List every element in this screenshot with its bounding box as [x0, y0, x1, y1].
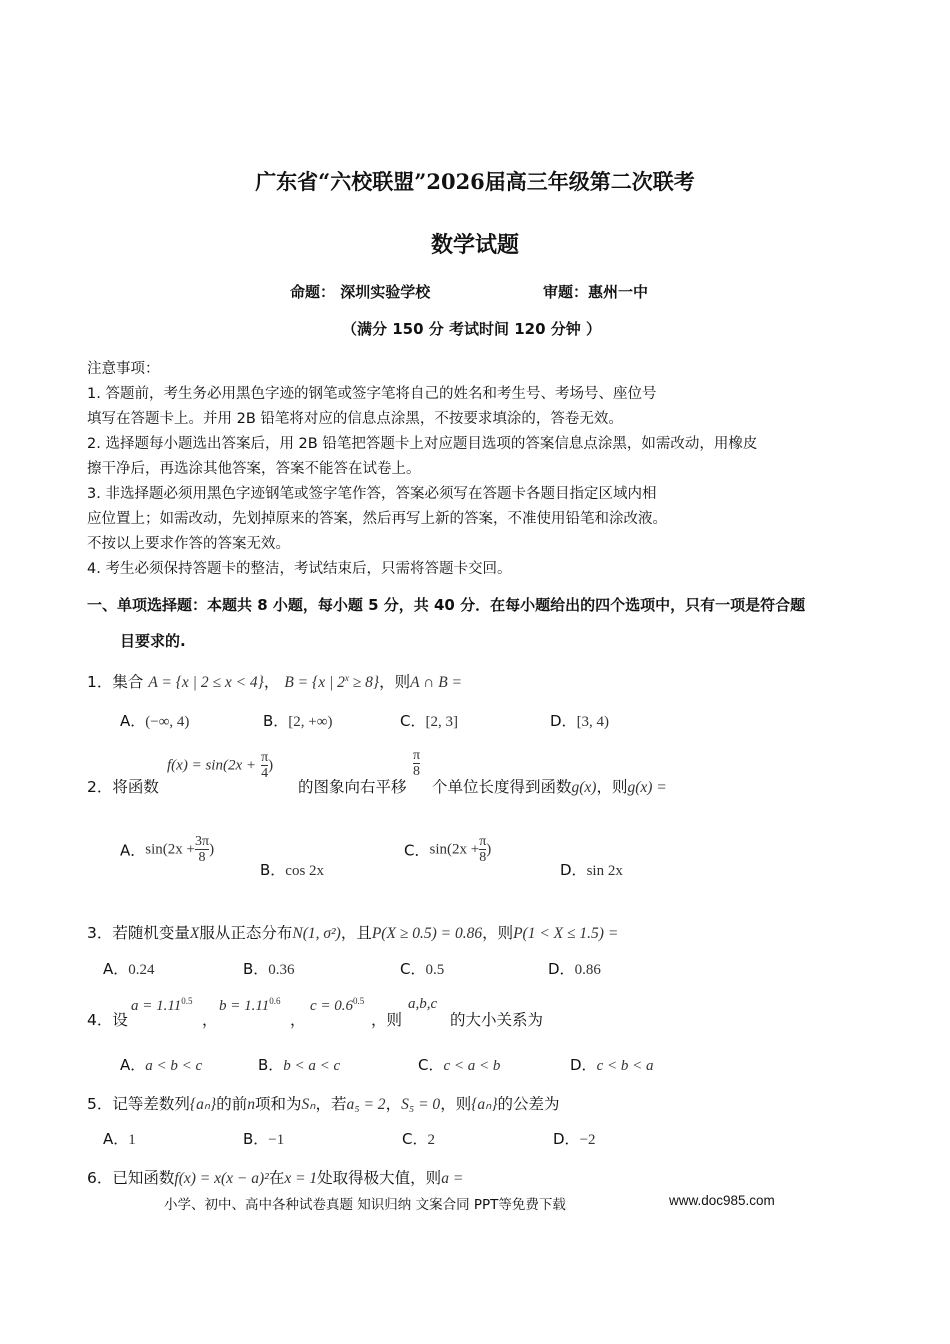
question-2-post: [432, 775, 667, 797]
option-a: [103, 1128, 136, 1149]
option-label: C．: [400, 960, 426, 978]
note-line: 3. 非选择题必须用黑色字迹钢笔或签字笔作答，答案必须写在答题卡各题目指定区域内相: [87, 486, 657, 502]
question-text: 设: [112, 1011, 128, 1029]
paren: ): [268, 757, 274, 774]
exam-title: 广东省“六校联盟”2026届高三年级第二次联考: [255, 169, 695, 194]
question-ask: P(1 < X ≤ 1.5) =: [513, 925, 619, 942]
option-value: 0.86: [574, 962, 601, 978]
question-text: 若随机变量: [112, 924, 190, 942]
punct: ，: [263, 673, 280, 691]
function-expr: f(x) = x(x − a)²: [174, 1170, 269, 1187]
question-number: 6．: [87, 1169, 113, 1187]
option-value: 0.24: [128, 962, 155, 978]
question-text: 集合: [112, 673, 144, 691]
note-line: 应位置上；如需改动，先划掉原来的答案，然后再写上新的答案，不准使用铅笔和涂改液。: [87, 511, 667, 527]
question-ask: g(x) =: [627, 779, 667, 796]
question-text: 的公差为: [497, 1095, 560, 1113]
option-a: [120, 834, 214, 866]
option-label: D．: [553, 1130, 580, 1148]
question-text: 在: [268, 1169, 285, 1187]
denominator: 8: [413, 764, 421, 780]
option-c: [400, 710, 458, 731]
question-text: 的大小关系为: [450, 1011, 544, 1029]
option-c: [402, 1128, 435, 1149]
footer-text: 小学、初中、高中各种试卷真题 知识归纳 文案合同 PPT等免费下载: [164, 1197, 566, 1213]
question-3: [87, 921, 618, 943]
exam-reviewer: 审题：惠州一中: [543, 283, 649, 301]
option-label: A．: [120, 712, 146, 730]
shift-fraction: [413, 748, 420, 780]
c-base: c = 0.6: [310, 998, 354, 1014]
option-label: D．: [560, 861, 587, 879]
option-label: B．: [260, 861, 286, 879]
option-b: [260, 859, 324, 880]
function-expr: f(x) = sin(2x +: [167, 757, 256, 774]
question-text: ，且: [340, 924, 372, 942]
set-b-exp: x: [344, 672, 349, 683]
question-text: ，则: [596, 778, 628, 796]
option-label: C．: [418, 1056, 444, 1074]
option-a: [103, 958, 155, 979]
question-text: 的前: [216, 1095, 248, 1113]
option-value: c < b < a: [596, 1058, 654, 1074]
footer-link[interactable]: www.doc985.com: [669, 1193, 775, 1208]
question-text: 项和为: [254, 1095, 302, 1113]
partial-sum: Sₙ: [301, 1096, 316, 1113]
numerator: π: [479, 834, 487, 849]
denominator: 8: [198, 850, 206, 866]
option-label: A．: [120, 1056, 146, 1074]
question-1: [87, 670, 462, 692]
question-text: 已知函数: [112, 1169, 175, 1187]
random-variable: X: [189, 925, 200, 942]
option-value: (−∞, 4): [145, 714, 190, 730]
question-ask: a =: [441, 1170, 464, 1187]
numerator: π: [413, 748, 421, 763]
set-b-rest: ≥ 8}: [348, 674, 380, 691]
section-heading-cont: 目要求的.: [120, 632, 186, 650]
question-2-start: [87, 775, 159, 797]
question-6: [87, 1166, 463, 1188]
option-c: [404, 834, 491, 866]
paren: ): [209, 841, 215, 858]
paren: ): [486, 841, 492, 858]
condition-s5: S₅ = 0: [401, 1096, 441, 1113]
option-d: [550, 710, 609, 731]
variables: a,b,c: [408, 996, 438, 1012]
note-line: 填写在答题卡上。并用 2B 铅笔将对应的信息点涂黑，不按要求填涂的，答卷无效。: [87, 411, 623, 427]
section-heading: 一、单项选择题：本题共 8 小题，每小题 5 分，共 40 分．在每小题给出的四个选项中，只有一项是符合题: [87, 596, 806, 614]
question-text: ，若: [315, 1095, 347, 1113]
question-text: 服从正态分布: [199, 924, 293, 942]
question-text: ，则: [379, 673, 411, 691]
question-ask: A ∩ B =: [410, 674, 463, 691]
option-value: cos 2x: [285, 863, 325, 879]
option-d: [548, 958, 601, 979]
option-label: C．: [402, 1130, 428, 1148]
denominator: 4: [261, 766, 269, 782]
option-b: [263, 710, 332, 731]
option-value: 0.36: [268, 962, 295, 978]
option-value: −2: [579, 1132, 596, 1148]
option-b: [258, 1054, 340, 1075]
numerator: 3π: [194, 834, 210, 849]
fraction: [195, 834, 209, 866]
fraction: [413, 748, 420, 780]
option-c: [400, 958, 444, 979]
option-value: sin 2x: [586, 863, 623, 879]
option-d: [570, 1054, 653, 1075]
option-value: 0.5: [425, 962, 445, 978]
option-value: 2: [427, 1132, 435, 1148]
note-line: 1. 答题前，考生务必用黑色字迹的钢笔或签字笔将自己的姓名和考生号、考场号、座位号: [87, 386, 657, 402]
option-a: [120, 710, 189, 731]
variable-n: n: [247, 1096, 255, 1113]
numerator: π: [261, 750, 269, 765]
punct: ，: [385, 1095, 402, 1113]
option-value: sin(2x +: [145, 841, 195, 858]
question-text: 处取得极大值，则: [317, 1169, 442, 1187]
question-text: 将函数: [112, 778, 159, 796]
note-line: 不按以上要求作答的答案无效。: [87, 536, 290, 552]
question-number: 2．: [87, 778, 113, 796]
option-c: [418, 1054, 500, 1075]
question-5: [87, 1092, 560, 1114]
option-d: [553, 1128, 596, 1149]
notes-heading: 注意事项：: [87, 361, 160, 377]
note-line: 4. 考生必须保持答题卡的整洁，考试结束后，只需将答题卡交回。: [87, 561, 512, 577]
option-a: [120, 1054, 202, 1075]
option-label: C．: [404, 841, 430, 860]
option-value: −1: [268, 1132, 285, 1148]
option-value: [2, +∞): [288, 714, 333, 730]
condition-a5: a₅ = 2: [346, 1096, 386, 1113]
a-exp: 0.5: [181, 996, 193, 1006]
option-value: 1: [128, 1132, 136, 1148]
probability-condition: P(X ≥ 0.5) = 0.86: [371, 925, 483, 942]
question-text: 个单位长度得到函数: [432, 778, 572, 796]
note-line: 2. 选择题每小题选出答案后，用 2B 铅笔把答题卡上对应题目选项的答案信息点涂黑，如需改动，用橡皮: [87, 436, 758, 452]
sequence: {aₙ}: [471, 1096, 498, 1113]
question-text: ，则: [440, 1095, 472, 1113]
option-d: [560, 859, 623, 880]
question-number: 4．: [87, 1011, 113, 1029]
value-b: [219, 996, 281, 1015]
denominator: 8: [479, 850, 487, 866]
point: x = 1: [284, 1170, 318, 1187]
set-b-base: B = {x | 2: [284, 674, 345, 691]
exam-duration: （满分 150 分 考试时间 120 分钟 ）: [342, 320, 601, 338]
punct: ，: [290, 1011, 306, 1029]
b-base: b = 1.11: [219, 998, 270, 1014]
option-b: [243, 958, 295, 979]
option-value: sin(2x +: [429, 841, 480, 858]
option-value: c < a < b: [443, 1058, 501, 1074]
question-text: ，则: [482, 924, 514, 942]
option-label: B．: [263, 712, 289, 730]
exam-subject: 数学试题: [430, 232, 519, 258]
distribution: N(1, σ²): [292, 925, 341, 942]
option-value: b < a < c: [283, 1058, 341, 1074]
punct: ，: [202, 1011, 218, 1029]
option-label: A．: [103, 1130, 129, 1148]
c-exp: 0.5: [353, 996, 365, 1006]
option-label: D．: [548, 960, 575, 978]
question-text: 记等差数列: [112, 1095, 190, 1113]
note-line: 擦干净后，再选涂其他答案，答案不能答在试卷上。: [87, 461, 421, 477]
set-b: [284, 674, 379, 691]
option-value: a < b < c: [145, 1058, 203, 1074]
value-a: [131, 996, 193, 1015]
option-label: D．: [550, 712, 577, 730]
option-label: D．: [570, 1056, 597, 1074]
question-number: 5．: [87, 1095, 113, 1113]
value-c: [310, 996, 364, 1015]
option-value: [3, 4): [576, 714, 610, 730]
question-2-func: [167, 750, 273, 782]
question-2-mid: 的图象向右平移: [298, 778, 407, 796]
function-g: g(x): [571, 779, 597, 796]
option-value: [2, 3]: [425, 714, 458, 730]
option-label: B．: [258, 1056, 284, 1074]
b-exp: 0.6: [269, 996, 281, 1006]
option-label: B．: [243, 1130, 269, 1148]
sequence: {aₙ}: [189, 1096, 217, 1113]
option-label: B．: [243, 960, 269, 978]
exam-author: 命题： 深圳实验学校: [290, 283, 431, 301]
question-number: 1．: [87, 673, 113, 691]
option-label: C．: [400, 712, 426, 730]
option-b: [243, 1128, 284, 1149]
question-text: ，则: [371, 1011, 403, 1029]
a-base: a = 1.11: [131, 998, 182, 1014]
question-4-start: [87, 1008, 128, 1030]
set-a: A = {x | 2 ≤ x < 4}: [148, 674, 264, 691]
question-number: 3．: [87, 924, 113, 942]
option-label: A．: [120, 841, 146, 860]
option-label: A．: [103, 960, 129, 978]
